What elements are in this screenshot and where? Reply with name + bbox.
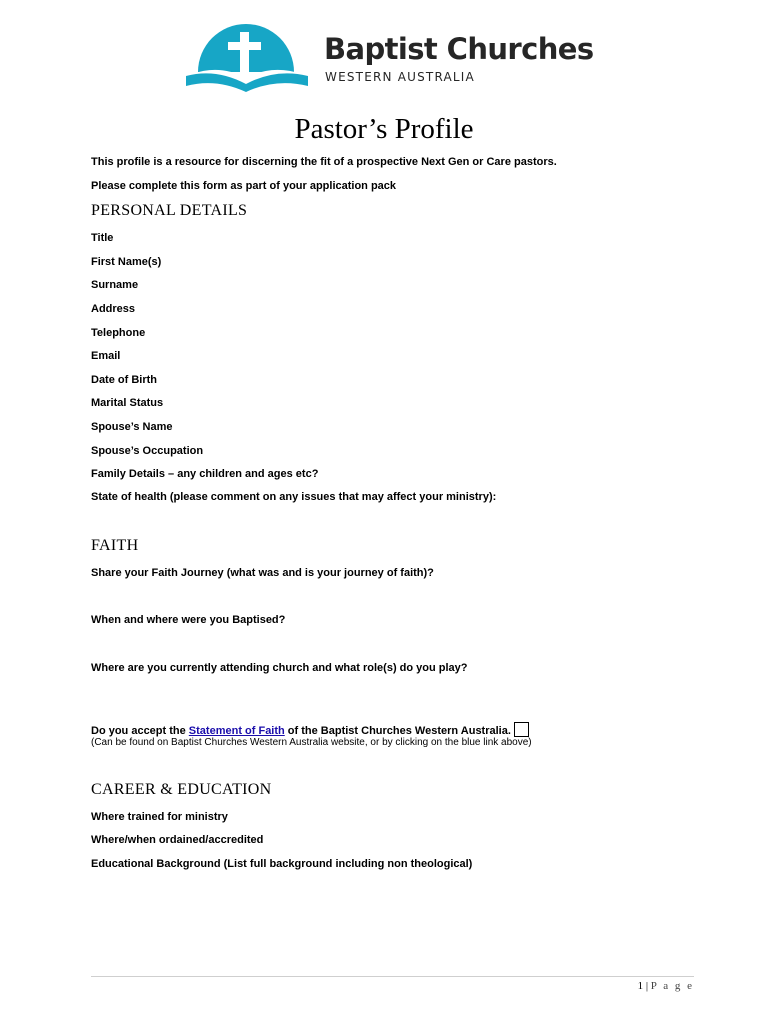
question-church-role: Where are you currently attending church and what role(s) do you play?	[91, 662, 468, 674]
brand-subtitle: WESTERN AUSTRALIA	[325, 70, 475, 84]
page-number: 1	[637, 980, 644, 992]
section-heading-faith: FAITH	[91, 537, 139, 554]
statement-of-faith-link[interactable]: Statement of Faith	[188, 725, 285, 737]
section-heading-personal: PERSONAL DETAILS	[91, 202, 248, 219]
question-baptised: When and where were you Baptised?	[91, 614, 286, 626]
logo	[186, 24, 594, 92]
statement-of-faith-question	[91, 722, 529, 738]
question-faith-journey: Share your Faith Journey (what was and is your journey of faith)?	[91, 567, 434, 579]
field-label-dob: Date of Birth	[91, 374, 157, 386]
brand-name: Baptist Churches	[324, 32, 594, 66]
field-label-trained: Where trained for ministry	[91, 811, 228, 823]
field-label-spouse-occupation: Spouse’s Occupation	[91, 445, 204, 457]
field-label-surname: Surname	[91, 279, 139, 291]
field-label-ordained: Where/when ordained/accredited	[91, 834, 264, 846]
field-label-education: Educational Background (List full background including non theological)	[91, 858, 473, 870]
field-label-spouse-name: Spouse’s Name	[91, 421, 173, 433]
church-cross-logo-icon	[186, 24, 322, 92]
field-label-address: Address	[91, 303, 136, 315]
page-label: P a g e	[650, 980, 694, 992]
accept-statement-checkbox[interactable]	[514, 722, 529, 737]
statement-text: Do you accept the	[91, 725, 189, 737]
field-label-first-name: First Name(s)	[91, 256, 162, 268]
intro-text: This profile is a resource for discerning the fit of a prospective Next Gen or Care pastors.	[91, 156, 557, 168]
page-footer	[638, 980, 694, 992]
field-label-family-details: Family Details – any children and ages etc?	[91, 468, 319, 480]
field-label-marital-status: Marital Status	[91, 397, 164, 409]
field-label-email: Email	[91, 350, 121, 362]
statement-note: (Can be found on Baptist Churches Western Australia website, or by clicking on the blue link above)	[91, 737, 532, 748]
footer-separator: |	[643, 980, 651, 992]
intro-text: Please complete this form as part of your application pack	[91, 180, 397, 192]
field-label-telephone: Telephone	[91, 327, 146, 339]
footer-divider	[91, 976, 694, 977]
page-title: Pastor’s Profile	[294, 113, 474, 145]
section-heading-career: CAREER & EDUCATION	[91, 781, 272, 798]
field-label-title: Title	[91, 232, 114, 244]
statement-text: of the Baptist Churches Western Australia.	[284, 725, 511, 737]
field-label-health: State of health (please comment on any issues that may affect your ministry):	[91, 491, 497, 503]
